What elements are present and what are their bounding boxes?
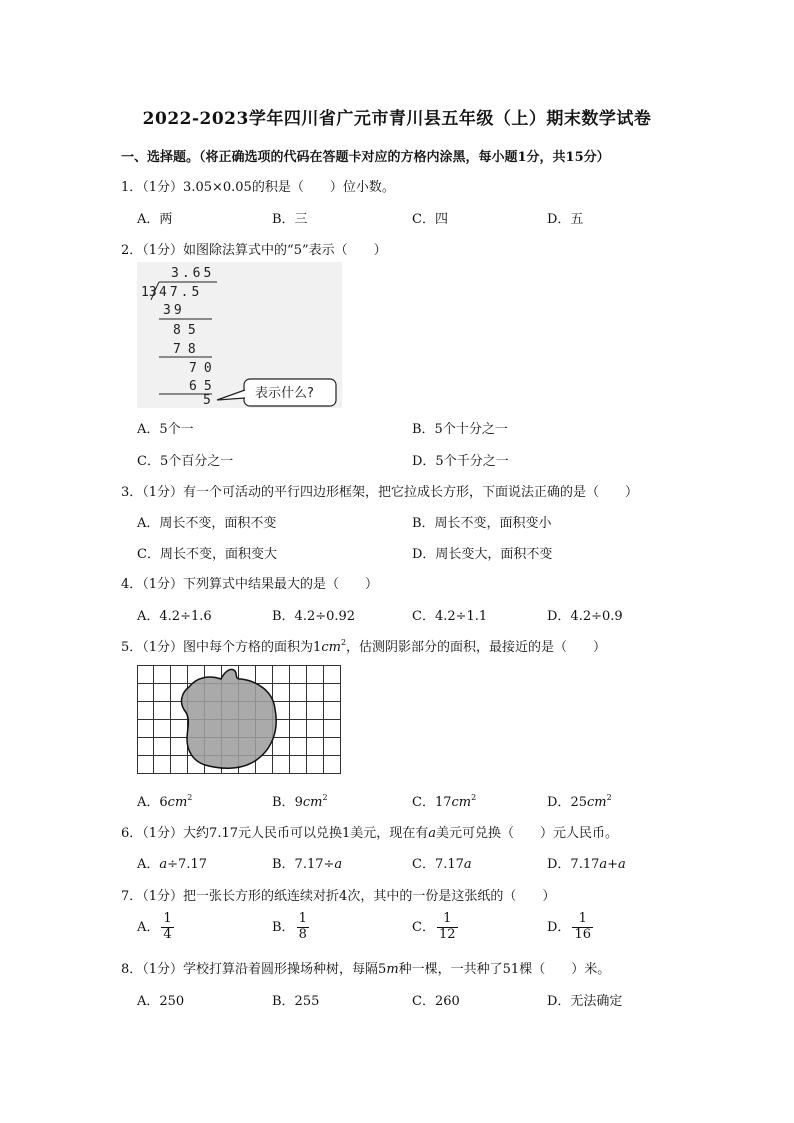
q6-option-d: D．7.17a+a bbox=[547, 857, 626, 872]
q8-option-a: A．250 bbox=[137, 994, 185, 1009]
q3-option-a: A．周长不变，面积不变 bbox=[137, 516, 277, 531]
fraction: $\frac{1}{12}$ bbox=[438, 911, 456, 942]
division-step-5: 65 bbox=[189, 379, 219, 394]
q7-option-a: A． $\frac{1}{4}$ bbox=[137, 911, 172, 942]
q8-option-c: C．260 bbox=[412, 994, 460, 1009]
q6-option-a: A．a÷7.17 bbox=[137, 857, 207, 872]
q1-option-c: C．四 bbox=[412, 212, 448, 227]
callout-text: 表示什么? bbox=[255, 386, 314, 401]
question-6: 6．（1分）大约7.17元人民币可以兑换1美元，现在有a美元可兑换（ ）元人民币。 bbox=[121, 826, 619, 841]
q7-option-c: C． $\frac{1}{12}$ bbox=[412, 911, 456, 942]
q4-option-a: A．4.2÷1.6 bbox=[137, 609, 212, 624]
shaded-region bbox=[182, 669, 277, 768]
division-divisor: 13 bbox=[141, 285, 157, 300]
q7-option-b: B． $\frac{1}{8}$ bbox=[272, 911, 307, 942]
q1-option-d: D．五 bbox=[547, 212, 584, 227]
question-2: 2．（1分）如图除法算式中的“5”表示（ ） bbox=[121, 243, 387, 258]
question-3: 3．（1分）有一个可活动的平行四边形框架，把它拉成长方形，下面说法正确的是（ ） bbox=[121, 485, 639, 500]
division-step-1: 39 bbox=[163, 303, 185, 318]
q5-exp: 2 bbox=[340, 638, 347, 647]
q6-option-c: C．7.17a bbox=[412, 857, 472, 872]
fraction: $\frac{1}{4}$ bbox=[163, 911, 172, 942]
q4-option-c: C．4.2÷1.1 bbox=[412, 609, 488, 624]
q5-text-before: 5．（1分）图中每个方格的面积为1 bbox=[121, 640, 322, 655]
q5-option-d: D．$25cm^2$ bbox=[547, 793, 612, 810]
q5-option-b: B．$9cm^2$ bbox=[272, 793, 328, 810]
q5-option-c: C．$17cm^2$ bbox=[412, 793, 477, 810]
fraction: $\frac{1}{8}$ bbox=[298, 911, 307, 942]
q8-option-d: D．无法确定 bbox=[547, 994, 623, 1009]
division-step-2: 85 bbox=[173, 323, 203, 338]
q2-option-d: D．5个千分之一 bbox=[412, 454, 509, 469]
q5-option-a: A．$6cm^2$ bbox=[137, 793, 193, 810]
division-step-3: 78 bbox=[173, 342, 203, 357]
q7-option-d: D． $\frac{1}{16}$ bbox=[547, 911, 591, 942]
q3-option-b: B．周长不变，面积变小 bbox=[412, 516, 552, 531]
question-4: 4．（1分）下列算式中结果最大的是（ ） bbox=[121, 577, 379, 592]
q5-text-after: ，估测阴影部分的面积，最接近的是（ ） bbox=[346, 640, 607, 655]
division-remainder: 5 bbox=[203, 393, 211, 408]
q2-option-a: A．5个一 bbox=[137, 422, 194, 437]
q2-option-b: B．5个十分之一 bbox=[412, 422, 508, 437]
q1-option-a: A．两 bbox=[137, 212, 173, 227]
q5-unit: cm bbox=[321, 640, 341, 655]
division-step-4: 70 bbox=[189, 361, 219, 376]
question-5 bbox=[121, 636, 606, 655]
long-division-figure bbox=[137, 262, 342, 408]
q3-option-d: D．周长变大，面积不变 bbox=[412, 547, 553, 562]
section-heading: 一、选择题。（将正确选项的代码在答题卡对应的方格内涂黑，每小题1分，共15分） bbox=[121, 150, 610, 165]
grid-shape-figure bbox=[137, 665, 341, 775]
q1-option-b: B．三 bbox=[272, 212, 308, 227]
q3-option-c: C．周长不变，面积变大 bbox=[137, 547, 277, 562]
q8-option-b: B．255 bbox=[272, 994, 320, 1009]
question-7: 7．（1分）把一张长方形的纸连续对折4次，其中的一份是这张纸的（ ） bbox=[121, 889, 556, 904]
division-dividend: 47.5 bbox=[159, 285, 203, 300]
question-1: 1．（1分）3.05×0.05的积是（ ）位小数。 bbox=[121, 180, 395, 195]
q4-option-d: D．4.2÷0.9 bbox=[547, 609, 623, 624]
q6-option-b: B．7.17÷a bbox=[272, 857, 343, 872]
question-8: 8．（1分）学校打算沿着圆形操场种树，每隔5m种一棵，一共种了51棵（ ）米。 bbox=[121, 962, 611, 977]
division-quotient: 3.65 bbox=[171, 266, 215, 281]
page-title: 2022-2023学年四川省广元市青川县五年级（上）期末数学试卷 bbox=[142, 109, 652, 129]
fraction: $\frac{1}{16}$ bbox=[574, 911, 591, 942]
q2-option-c: C．5个百分之一 bbox=[137, 454, 234, 469]
q4-option-b: B．4.2÷0.92 bbox=[272, 609, 356, 624]
